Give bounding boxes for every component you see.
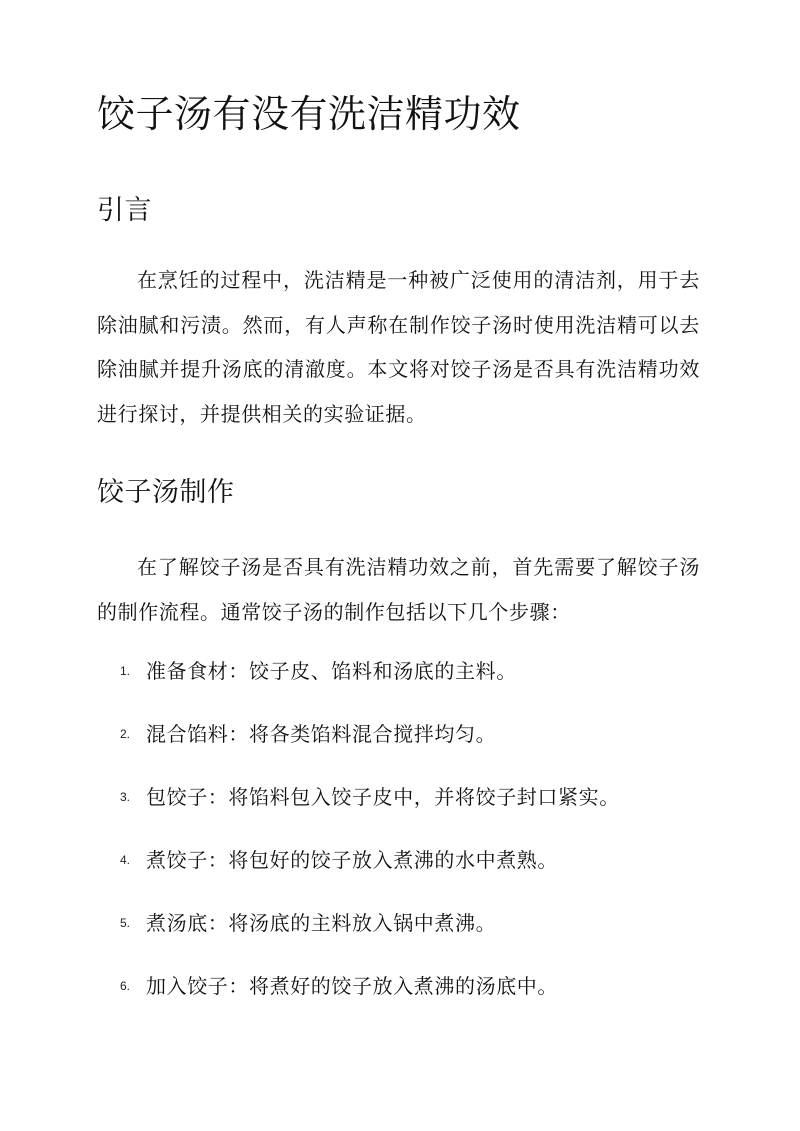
document-title: 饺子汤有没有洗洁精功效: [97, 92, 521, 136]
introduction-paragraph: 在烹饪的过程中，洗洁精是一种被广泛使用的清洁剂，用于去除油腻和污渍。然而，有人声称在制作饺子汤时使用洗洁精可以去除油腻并提升汤底的清澈度。本文将对饺子汤是否具有洗洁精功效进行探讨，并提供相关的实验证据。: [97, 268, 700, 426]
list-item-text: 准备食材：饺子皮、馅料和汤底的主料。: [146, 659, 517, 683]
list-item-text: 混合馅料：将各类馅料混合搅拌均匀。: [146, 722, 497, 746]
list-item-number: 1.: [120, 664, 131, 678]
list-item-text: 包饺子：将馅料包入饺子皮中，并将饺子封口紧实。: [146, 785, 620, 809]
list-item-text: 煮汤底：将汤底的主料放入锅中煮沸。: [146, 911, 497, 935]
list-item-text: 煮饺子：将包好的饺子放入煮沸的水中煮熟。: [146, 848, 558, 872]
list-item-number: 5.: [120, 916, 131, 930]
list-item-text: 加入饺子：将煮好的饺子放入煮沸的汤底中。: [146, 974, 558, 998]
list-item-number: 3.: [120, 790, 131, 804]
list-item-number: 6.: [120, 979, 131, 993]
list-item-number: 2.: [120, 727, 131, 741]
list-item-number: 4.: [120, 853, 131, 867]
section-heading-dumpling-soup-making: 饺子汤制作: [97, 477, 235, 508]
section-heading-introduction: 引言: [97, 195, 152, 226]
making-intro-paragraph: 在了解饺子汤是否具有洗洁精功效之前，首先需要了解饺子汤的制作流程。通常饺子汤的制作包括以下几个步骤：: [97, 555, 700, 624]
